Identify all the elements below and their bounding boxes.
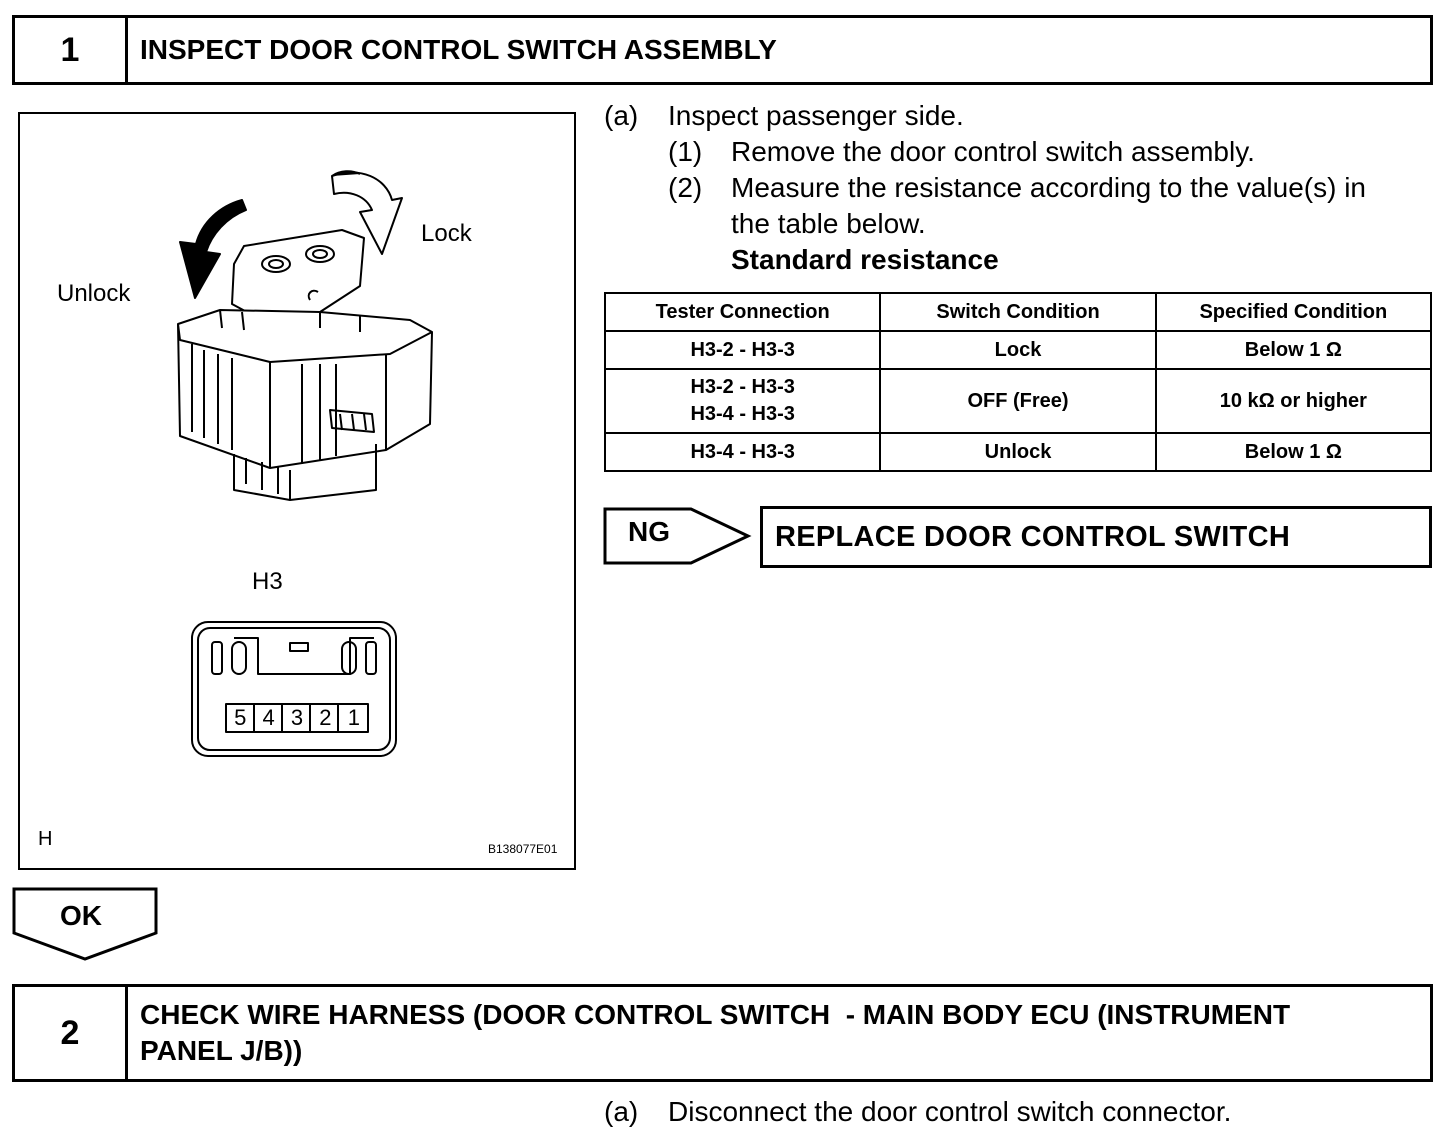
table-cell-condition: OFF (Free)	[880, 369, 1155, 433]
table-row	[605, 369, 1431, 433]
instruction-a-text: Inspect passenger side.	[668, 100, 964, 131]
instruction-2-text-line1: Measure the resistance according to the value(s) in	[731, 172, 1366, 203]
ng-arrow	[603, 507, 753, 567]
step-1-header	[12, 15, 1433, 85]
table-cell-specified: Below 1 Ω	[1156, 433, 1431, 471]
ok-label: OK	[60, 900, 102, 931]
step-2-header	[12, 984, 1433, 1082]
standard-resistance-label: Standard resistance	[731, 244, 999, 275]
table-row	[605, 433, 1431, 471]
step-2-instruction-a-text: Disconnect the door control switch connector.	[668, 1096, 1232, 1127]
step-2-instruction-a-marker: (a)	[604, 1096, 639, 1127]
instruction-1-text: Remove the door control switch assembly.	[731, 136, 1255, 167]
table-cell-condition: Unlock	[880, 433, 1155, 471]
instruction-1-marker: (1)	[668, 136, 703, 167]
table-header-cell: Tester Connection	[605, 293, 880, 331]
switch-illustration	[18, 112, 576, 870]
pin-label: 3	[290, 705, 304, 730]
pin-label: 1	[347, 705, 360, 730]
resistance-table	[604, 292, 1432, 472]
lock-label: Lock	[421, 220, 472, 247]
table-cell-connection: H3-4 - H3-3	[605, 433, 880, 471]
table-cell-specified: Below 1 Ω	[1156, 331, 1431, 369]
figure-corner-label: H	[38, 828, 53, 850]
table-header-cell: Switch Condition	[880, 293, 1155, 331]
instruction-a-marker: (a)	[604, 100, 639, 131]
connection-line: H3-2 - H3-3	[690, 376, 795, 398]
step-1-title: INSPECT DOOR CONTROL SWITCH ASSEMBLY	[140, 34, 777, 65]
pin-label: 5	[234, 705, 247, 730]
table-cell-connection	[605, 369, 880, 433]
connector-pins	[226, 704, 368, 732]
step-2-title-line2: PANEL J/B))	[140, 1035, 303, 1066]
ng-label: NG	[628, 516, 670, 547]
step-2-number: 2	[15, 987, 128, 1079]
connector-name: H3	[252, 568, 283, 595]
step-2-title	[128, 987, 1430, 1079]
table-header-cell: Specified Condition	[1156, 293, 1431, 331]
instruction-2-text-line2: the table below.	[731, 208, 926, 239]
figure-code: B138077E01	[488, 842, 558, 856]
table-row	[605, 331, 1431, 369]
connection-line: H3-4 - H3-3	[690, 403, 795, 425]
step-1-number: 1	[15, 18, 128, 82]
pin-label: 2	[319, 705, 332, 730]
table-cell-connection: H3-2 - H3-3	[605, 331, 880, 369]
table-cell-specified: 10 kΩ or higher	[1156, 369, 1431, 433]
pin-label: 4	[262, 705, 275, 730]
table-header-row	[605, 293, 1431, 331]
unlock-label: Unlock	[57, 280, 131, 307]
step-2-title-line1: CHECK WIRE HARNESS (DOOR CONTROL SWITCH - MAIN BODY ECU (INSTRUMENT	[140, 999, 1291, 1030]
instruction-2-marker: (2)	[668, 172, 703, 203]
door-control-switch-drawing	[20, 114, 574, 868]
ng-result-box: REPLACE DOOR CONTROL SWITCH	[760, 506, 1432, 568]
table-cell-condition: Lock	[880, 331, 1155, 369]
